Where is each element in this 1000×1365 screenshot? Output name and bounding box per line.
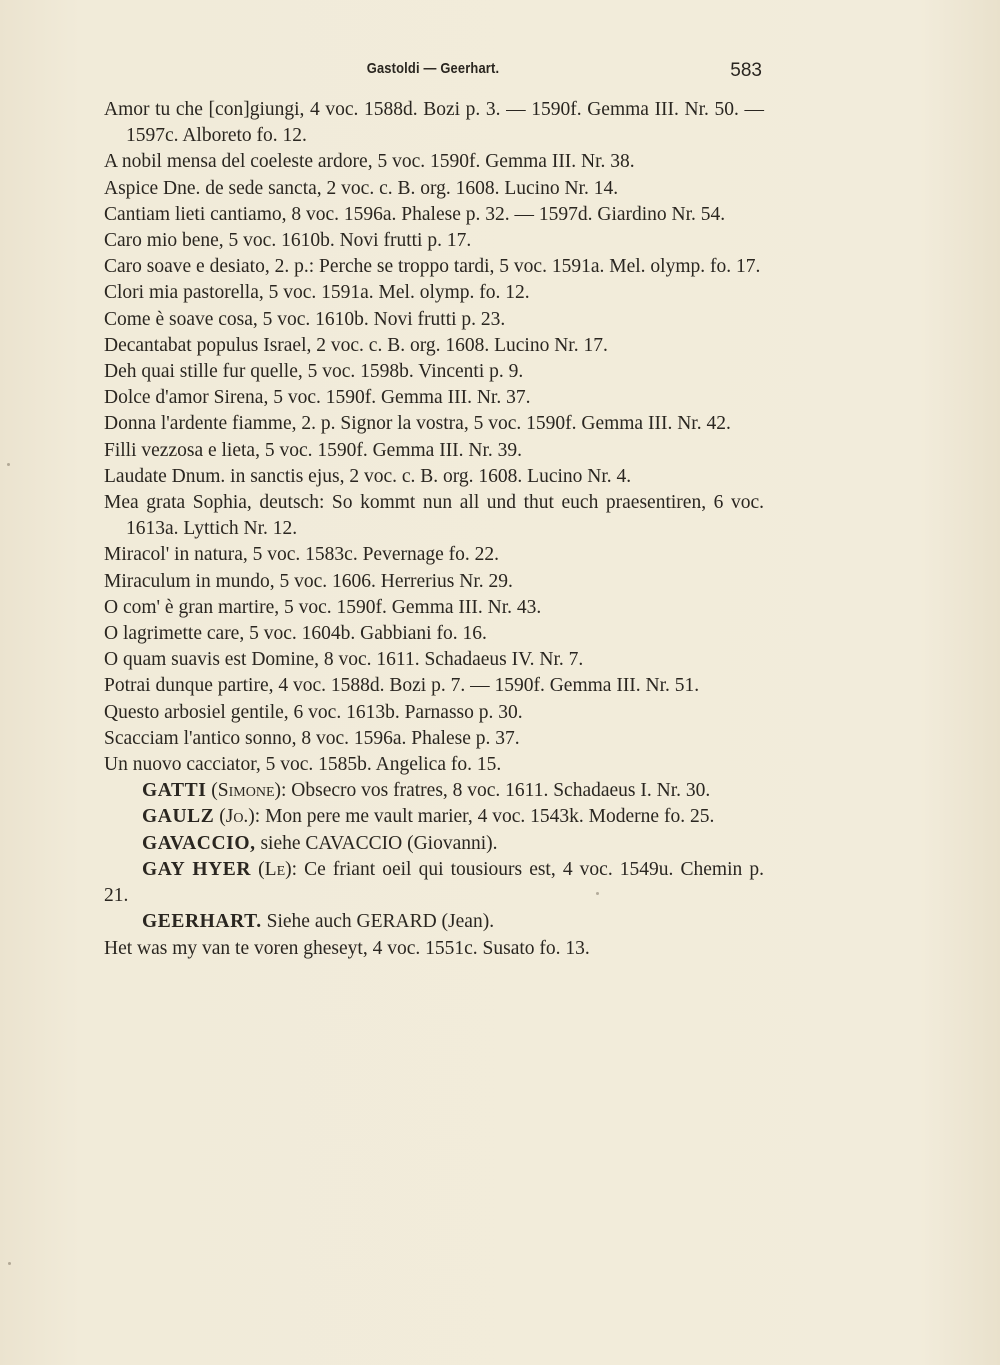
- composer-entry-text: : Ce friant oeil qui tousiours est, 4 voc. 1549u. Chemin p. 21.: [104, 858, 764, 907]
- list-item: Miracol' in natura, 5 voc. 1583c. Pevernage fo. 22.: [104, 544, 500, 566]
- list-item: Filli vezzosa e lieta, 5 voc. 1590f. Gemma III. Nr. 39.: [104, 439, 523, 461]
- list-item: Amor tu che [con]giungi, 4 voc. 1588d. Bozi p. 3. — 1590f. Gemma III. Nr. 50. — 1597c. Alboreto fo. 12.: [104, 99, 764, 147]
- composer-name: GAULZ: [142, 806, 215, 828]
- list-item: Miraculum in mundo, 5 voc. 1606. Herrerius Nr. 29.: [104, 570, 513, 592]
- composer-name: GAVACCIO,: [142, 832, 256, 854]
- composer-entry-gay-hyer: [104, 857, 764, 909]
- running-head: Gastoldi — Geerhart.: [366, 60, 500, 77]
- list-item: Dolce d'amor Sirena, 5 voc. 1590f. Gemma III. Nr. 37.: [104, 387, 531, 409]
- composer-name: GAY HYER: [142, 858, 252, 880]
- composer-given-name: (Jo.): [219, 806, 255, 828]
- list-item: Laudate Dnum. in sanctis ejus, 2 voc. c. B. org. 1608. Lucino Nr. 4.: [104, 465, 632, 487]
- list-item: Het was my van te voren gheseyt, 4 voc. 1551c. Susato fo. 13.: [104, 937, 590, 959]
- list-item: Questo arbosiel gentile, 6 voc. 1613b. Parnasso p. 30.: [104, 701, 523, 723]
- list-item: O lagrimette care, 5 voc. 1604b. Gabbiani fo. 16.: [104, 623, 487, 645]
- page-header: [104, 60, 762, 86]
- list-item: Clori mia pastorella, 5 voc. 1591a. Mel. olymp. fo. 12.: [104, 282, 530, 304]
- list-item: O quam suavis est Domine, 8 voc. 1611. Schadaeus IV. Nr. 7.: [104, 649, 584, 671]
- list-item: Mea grata Sophia, deutsch: So kommt nun all und thut euch praesentiren, 6 voc. 1613a. Lyttich Nr. 12.: [104, 492, 764, 540]
- list-item: Aspice Dne. de sede sancta, 2 voc. c. B. org. 1608. Lucino Nr. 14.: [104, 177, 619, 199]
- composer-entry-text: : Mon pere me vault marier, 4 voc. 1543k. Moderne fo. 25.: [254, 806, 715, 828]
- list-item: Caro mio bene, 5 voc. 1610b. Novi frutti p. 17.: [104, 230, 472, 252]
- list-item: Cantiam lieti cantiamo, 8 voc. 1596a. Phalese p. 32. — 1597d. Giardino Nr. 54.: [104, 203, 726, 225]
- list-item: A nobil mensa del coeleste ardore, 5 voc. 1590f. Gemma III. Nr. 38.: [104, 151, 635, 173]
- composer-given-name: (Le): [258, 858, 292, 880]
- list-item: O com' è gran martire, 5 voc. 1590f. Gemma III. Nr. 43.: [104, 596, 542, 618]
- composer-entry-text: siehe CAVACCIO (Giovanni).: [255, 832, 498, 854]
- list-item: Caro soave e desiato, 2. p.: Perche se troppo tardi, 5 voc. 1591a. Mel. olymp. fo. 17.: [104, 256, 761, 278]
- composer-entry-text: : Obsecro vos fratres, 8 voc. 1611. Schadaeus I. Nr. 30.: [281, 780, 711, 802]
- list-item: Potrai dunque partire, 4 voc. 1588d. Bozi p. 7. — 1590f. Gemma III. Nr. 51.: [104, 675, 700, 697]
- composer-entry-text: Siehe auch GERARD (Jean).: [261, 911, 495, 933]
- list-item: Un nuovo cacciator, 5 voc. 1585b. Angelica fo. 15.: [104, 754, 502, 776]
- catalog-text: [104, 97, 764, 962]
- list-item: Scacciam l'antico sonno, 8 voc. 1596a. Phalese p. 37.: [104, 727, 520, 749]
- composer-name: GEERHART.: [142, 911, 262, 933]
- list-item: Deh quai stille fur quelle, 5 voc. 1598b. Vincenti p. 9.: [104, 361, 524, 383]
- paper-speck: [8, 1262, 11, 1265]
- composer-entry-gavaccio: [104, 831, 764, 857]
- list-item: Decantabat populus Israel, 2 voc. c. B. org. 1608. Lucino Nr. 17.: [104, 334, 608, 356]
- composer-entry-gaulz: [104, 804, 764, 830]
- list-item: Donna l'ardente fiamme, 2. p. Signor la vostra, 5 voc. 1590f. Gemma III. Nr. 42.: [104, 413, 731, 435]
- composer-entry-gatti: [104, 778, 764, 804]
- composer-name: GATTI: [142, 780, 207, 802]
- page-number: 583: [730, 60, 762, 81]
- composer-given-name: (Simone): [211, 780, 281, 802]
- paper-speck: [596, 892, 599, 895]
- list-item: Come è soave cosa, 5 voc. 1610b. Novi frutti p. 23.: [104, 308, 506, 330]
- paper-speck: [7, 463, 10, 466]
- composer-entry-geerhart: [104, 909, 764, 935]
